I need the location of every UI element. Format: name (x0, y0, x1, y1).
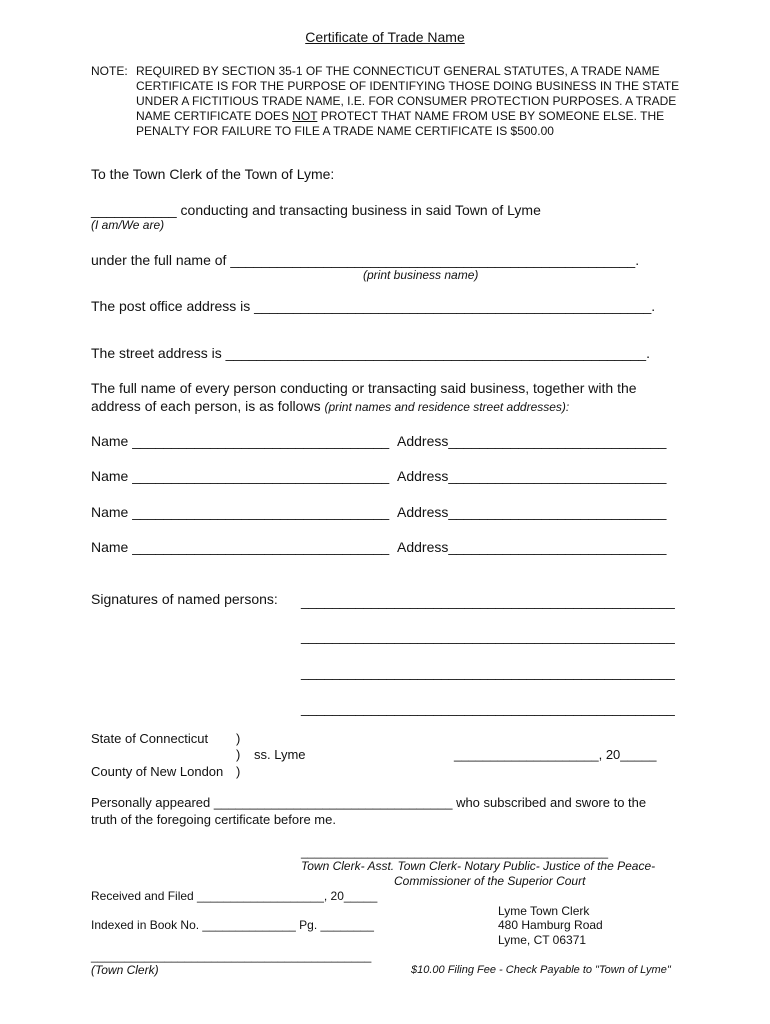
name-blank[interactable]: _________________________________ (132, 539, 390, 555)
address-label: Address (397, 504, 449, 520)
name-blank[interactable]: _________________________________ (132, 433, 390, 449)
persons-hint: (print names and residence street addresses): (324, 400, 570, 414)
indexed-book[interactable]: Indexed in Book No. ______________ Pg. ________ (91, 918, 374, 932)
town-clerk-signature-line[interactable]: __________________________________________ (91, 949, 372, 963)
office-address-line-3: Lyme, CT 06371 (498, 933, 587, 947)
address-label: Address (397, 468, 449, 484)
signature-line[interactable]: ________________________________________________ (301, 628, 675, 644)
name-label: Name (91, 539, 129, 555)
personally-blank[interactable]: _________________________________ (213, 795, 453, 810)
street-line (91, 345, 650, 361)
office-address-line-1: Lyme Town Clerk (498, 904, 590, 918)
persons-line-1: The full name of every person conducting or transacting said business, together with the (91, 380, 637, 396)
personally-line-1 (91, 795, 646, 810)
post-office-blank[interactable]: ___________________________________________________. (254, 298, 656, 314)
office-address-line-2: 480 Hamburg Road (498, 918, 603, 932)
jurat-date-blank[interactable]: ____________________, 20_____ (454, 747, 657, 762)
intro-line (91, 202, 541, 218)
name-row (91, 433, 389, 449)
note-emphasis: NOT (292, 109, 318, 123)
officer-title-line-1: Town Clerk- Asst. Town Clerk- Notary Public- Justice of the Peace- (301, 859, 656, 873)
signature-line[interactable]: ________________________________________________ (301, 664, 675, 680)
officer-title-line-2: Commissioner of the Superior Court (394, 874, 586, 888)
personally-text-b: who subscribed and swore to the (452, 795, 647, 810)
street-label: The street address is (91, 345, 226, 361)
name-label: Name (91, 504, 129, 520)
name-label: Name (91, 433, 129, 449)
signature-line[interactable]: ________________________________________________ (301, 700, 675, 716)
name-row (91, 504, 389, 520)
salutation: To the Town Clerk of the Town of Lyme: (91, 166, 335, 182)
name-label: Name (91, 468, 129, 484)
intro-text: conducting and transacting business in said Town of Lyme (176, 202, 541, 218)
jurat-paren: ) (236, 731, 241, 746)
personally-line-2: truth of the foregoing certificate before me. (91, 812, 336, 827)
address-blank[interactable]: ____________________________ (448, 504, 667, 520)
street-blank[interactable]: ______________________________________________________. (225, 345, 650, 361)
intro-hint: (I am/We are) (91, 218, 165, 232)
jurat-paren: ) (236, 764, 241, 779)
officer-signature-line[interactable]: ______________________________________________ (301, 845, 608, 859)
address-field (397, 468, 666, 484)
persons-line-2-text: address of each person, is as follows (91, 398, 325, 414)
page-title: Certificate of Trade Name (305, 29, 465, 45)
jurat-ss: ss. Lyme (254, 747, 306, 762)
business-name-line (91, 252, 639, 268)
address-blank[interactable]: ____________________________ (448, 539, 667, 555)
note-text (136, 64, 681, 139)
signature-line[interactable]: ________________________________________________ (301, 593, 675, 609)
received-filed[interactable]: Received and Filed ___________________, 20_____ (91, 889, 378, 903)
address-label: Address (397, 433, 449, 449)
business-name-blank[interactable]: ____________________________________________________. (230, 252, 640, 268)
address-blank[interactable]: ____________________________ (448, 468, 667, 484)
address-field (397, 433, 666, 449)
note-text-2: PROTECT THAT NAME FROM USE BY SOMEONE ELSE. THE PENALTY FOR FAILURE TO FILE A TRADE NAME CERTIFICATE IS $500.00 (136, 109, 665, 138)
note-text-1: REQUIRED BY SECTION 35-1 OF THE CONNECTICUT GENERAL STATUTES, A TRADE NAME CERTIFICATE IS FOR THE PURPOSE OF IDENTIFYING THOSE DOING BUSINESS IN THE STATE UNDER A FICTITIOUS TRADE NAME, I.E. FOR CONSUMER PROTECTION PURPOSES. A TRADE NAME CERTIFICATE DOES (136, 64, 680, 123)
intro-blank[interactable]: ___________ (91, 202, 177, 218)
address-field (397, 539, 666, 555)
post-office-label: The post office address is (91, 298, 255, 314)
fee-note: $10.00 Filing Fee - Check Payable to "Town of Lyme" (411, 964, 671, 976)
name-row (91, 468, 389, 484)
jurat-paren: ) (236, 747, 241, 762)
name-blank[interactable]: _________________________________ (132, 468, 390, 484)
signatures-label: Signatures of named persons: (91, 591, 278, 607)
jurat-county: County of New London (91, 764, 224, 779)
business-name-label: under the full name of (91, 252, 231, 268)
persons-line-2 (91, 398, 569, 414)
name-row (91, 539, 389, 555)
address-blank[interactable]: ____________________________ (448, 433, 667, 449)
jurat-state: State of Connecticut (91, 731, 209, 746)
address-label: Address (397, 539, 449, 555)
post-office-line (91, 298, 655, 314)
name-blank[interactable]: _________________________________ (132, 504, 390, 520)
town-clerk-label: (Town Clerk) (91, 963, 159, 977)
note-label: NOTE: (91, 64, 128, 78)
personally-text-a: Personally appeared (91, 795, 214, 810)
business-name-hint: (print business name) (363, 268, 479, 282)
address-field (397, 504, 666, 520)
